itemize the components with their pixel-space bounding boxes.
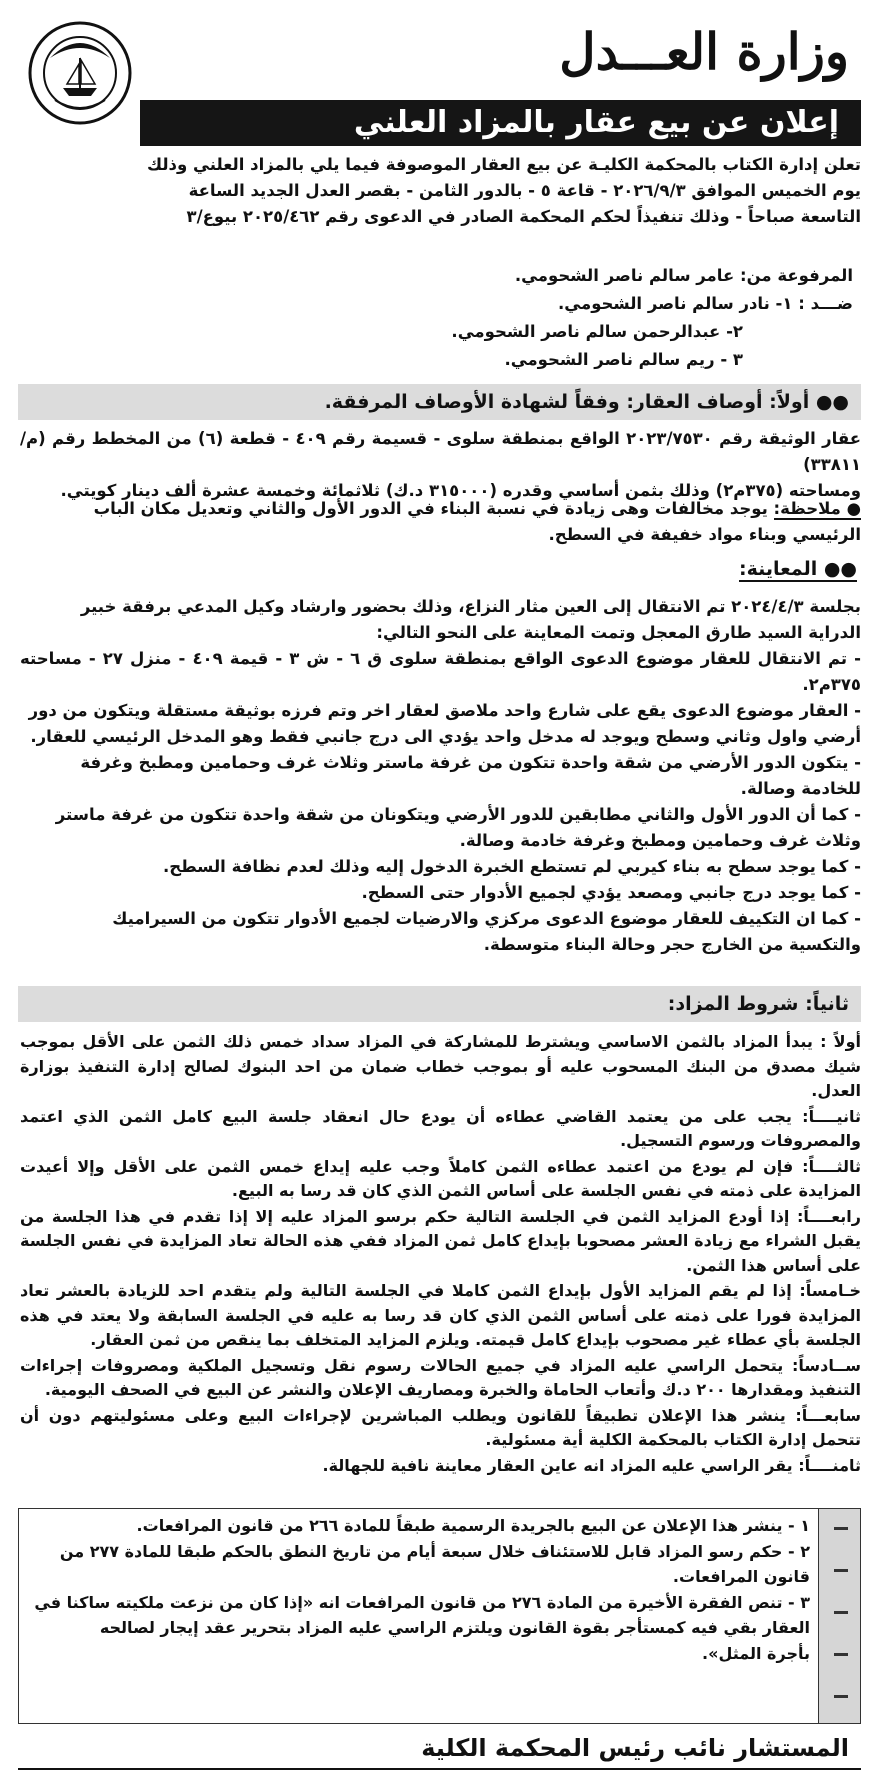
notes-text: [29, 1513, 810, 1666]
term-text: : يجب على من يعتمد القاضي عطاءه أن يودع حال انعقاد جلسة البيع كامل الثمن الذي اعتمد والمصروفات ورسوم التسجيل.: [20, 1106, 861, 1150]
term-item: [20, 1155, 861, 1204]
term-label: ثامنــــاً: [804, 1455, 861, 1475]
term-text: : يتحمل الراسي عليه المزاد في جميع الحالات رسوم نقل وتسجيل الملكية ومصروفات إجراءات التنفيذ ومقدارها ٢٠٠ د.ك وأتعاب الحاماة والخبرة ومصاريف الإعلان والنشر عن البيع في الصحف اليومية.: [20, 1355, 861, 1399]
note-text: يوجد مخالفات وهى زيادة في نسبة البناء في الدور الأول والثاني وتعديل مكان الباب الرئيسي وبناء مواد خفيفة في السطح.: [93, 499, 861, 544]
intro-paragraph: [20, 152, 861, 230]
term-item: [20, 1279, 861, 1353]
inspection-line: - العقار موضوع الدعوى يقع على شارع واحد ملاصق لعقار اخر وتم فرزه بوثيقة مستقلة ويتكون من دور: [28, 701, 861, 720]
term-text: : إذا لم يقم المزايد الأول بإيداع الثمن كاملا في الجلسة التالية ولم يتقدم احد للزيادة بالعشر تعاد المزايدة فورا على ذمته على أساس الثمن الذي كان قد رسا به عليه في الجلسة السابقة ولا يعتد في هذه الجلسة بأي عطاء غير مصحوب بإيداع كامل قيمته. ويلزم المزايد المتخلف بما ينقص من ثمن العقار.: [20, 1281, 861, 1349]
notes-side-mark: [834, 1611, 848, 1614]
term-item: [20, 1454, 861, 1479]
notes-side-mark: [834, 1527, 848, 1530]
intro-line: تعلن إدارة الكتاب بالمحكمة الكليـة عن بيع العقار الموصوفة فيما يلي بالمزاد العلني وذلك: [147, 155, 861, 174]
inspection-line: بجلسة ٢٠٢٤/٤/٣ تم الانتقال إلى العين مثار النزاع، وذلك بحضور وارشاد وكيل المدعي برفقة خبير: [80, 597, 861, 616]
term-text: : ينشر هذا الإعلان تطبيقاً للقانون ويطلب المباشرين لإجراءات البيع وعلى مسئوليتهم دون أن تتحمل إدارة الكتاب بالمحكمة الكلية أية مسئولية.: [20, 1405, 861, 1449]
plaintiff-line: المرفوعة من: عامر سالم ناصر الشحومي.: [514, 266, 853, 285]
description-line: عقار الوثيقة رقم ٢٠٢٣/٧٥٣٠ الواقع بمنطقة سلوى - قسيمة رقم ٤٠٩ - قطعة (٦) من المخطط رقم (م/٣٣٨١١): [20, 429, 861, 474]
inspection-title-text: ●● المعاينة:: [738, 558, 857, 580]
term-text: : يقر الراسي عليه المزاد انه عاين العقار معاينة نافية للجهالة.: [322, 1455, 805, 1475]
inspection-line: - كما أن الدور الأول والثاني مطابقين للدور الأرضي ويتكونان من شقة واحدة تتكون من غرفة ماستر: [55, 805, 861, 824]
signature: المستشار نائب رئيس المحكمة الكلية: [421, 1734, 849, 1762]
notes-side-label: [818, 1509, 860, 1723]
parties-block: [451, 262, 853, 374]
term-label: ســادساً: [798, 1355, 861, 1375]
term-text: : يبدأ المزاد بالثمن الاساسي ويشترط للمشاركة في المزاد سداد خمس ذلك الثمن على الأقل بموجب شيك مصدق من البنك المسحوب عليه أو بموجب خطاب ضمان من احد البنوك لصالح إدارة التنفيذ بوزارة العدل.: [20, 1032, 861, 1100]
notes-box: [18, 1508, 861, 1724]
intro-line: التاسعة صباحاً - وذلك تنفيذاً لحكم المحكمة الصادر في الدعوى رقم ٢٠٢٥/٤٦٢ بيوع/٣: [186, 207, 861, 226]
term-item: [20, 1404, 861, 1453]
term-item: [20, 1205, 861, 1279]
announcement-title: إعلان عن بيع عقار بالمزاد العلني: [140, 100, 861, 146]
inspection-line: الدراية السيد طارق المعجل وتمت المعاينة على النحو التالي:: [376, 623, 861, 642]
notes-line: ٢ - حكم رسو المزاد قابل للاستئناف خلال سبعة أيام من تاريخ النطق بالحكم طبقا للمادة ٢٧٧ من: [59, 1541, 810, 1561]
inspection-line: أرضي واول وثاني وسطح ويوجد له مدخل واحد يؤدي الى درج جانبي فقط وهو المدخل الرئيسي للعقار.: [30, 727, 861, 746]
property-description: [20, 426, 861, 504]
section-auction-terms-title: ثانياً: شروط المزاد:: [18, 986, 861, 1022]
term-text: : إذا أودع المزايد الثمن في الجلسة التالية حكم برسو المزاد عليه إلا إذا تقدم في هذا الجلسة من يقبل الشراء مع زيادة العشر مصحوبا بإيداع كامل ثمن المزاد ففي هذه الحالة تعاد المزايدة في نفس الجلسة على أساس هذا الثمن.: [20, 1206, 861, 1275]
notes-line: بأجرة المثل».: [702, 1643, 810, 1663]
inspection-line: للخادمة وصالة.: [740, 779, 861, 798]
notes-side-mark: [834, 1695, 848, 1698]
auction-terms-list: [20, 1030, 861, 1479]
inspection-line: - يتكون الدور الأرضي من شقة واحدة تتكون من غرفة ماستر وثلاث غرف وحمامين ومطبخ وغرفة: [80, 753, 861, 772]
ministry-name: وزارة العـــدل: [559, 22, 849, 81]
kuwait-emblem-icon: [25, 18, 135, 128]
defendant-line-1: [451, 290, 853, 318]
defendant-name: ١- نادر سالم ناصر الشحومي.: [558, 294, 793, 313]
term-label: رابعــــاً: [803, 1206, 861, 1226]
notes-side-mark: [834, 1653, 848, 1656]
section-property-description-title: ●● أولاً: أوصاف العقار: وفقاً لشهادة الأوصاف المرفقة.: [18, 384, 861, 420]
note-label: ● ملاحظة:: [773, 499, 861, 518]
notes-line: ١ - ينشر هذا الإعلان عن البيع بالجريدة الرسمية طبقاً للمادة ٢٦٦ من قانون المرافعات.: [136, 1516, 810, 1535]
term-text: : فإن لم يودع من اعتمد عطاءه الثمن كاملاً وجب عليه إيداع خمس الثمن على الأقل وإلا أعيدت المزايدة على ذمته في نفس الجلسة على أساس الثمن الذي كان قد رسا به البيع.: [20, 1156, 861, 1200]
inspection-line: - كما ان التكييف للعقار موضوع الدعوى مركزي والارضيات لجميع الأدوار تتكون من السيراميك: [112, 909, 861, 928]
against-label: ضـــد :: [798, 294, 853, 313]
notes-line: ٣ - تنص الفقرة الأخيرة من المادة ٢٧٦ من قانون المرافعات انه «إذا كان من نزعت ملكيته ساكنا في: [34, 1592, 810, 1612]
inspection-line: وثلاث غرف وحمامين ومطبخ وغرفة خادمة وصالة.: [459, 831, 861, 850]
inspection-line: - تم الانتقال للعقار موضوع الدعوى الواقع بمنطقة سلوى ق ٦ - ش ٣ - قيمة ٤٠٩ - منزل ٢٧ - مساحته ٣٧٥م٢.: [20, 649, 861, 694]
description-line: ومساحته (٣٧٥م٢) وذلك بثمن أساسي وقدره (٣١٥٠٠٠ د.ك) ثلاثمائة وخمسة عشرة ألف دينار كويتي.: [60, 481, 861, 500]
term-label: ثالثــــاً: [808, 1156, 861, 1176]
notes-line: قانون المرافعات.: [672, 1567, 810, 1586]
inspection-line: والتكسية من الخارج حجر وحالة البناء متوسطة.: [483, 935, 861, 954]
defendant-line-3: ٣ - ريم سالم ناصر الشحومي.: [504, 350, 743, 369]
signature-underline: [18, 1768, 861, 1770]
term-item: [20, 1354, 861, 1403]
term-label: خـامساً: [805, 1281, 861, 1300]
term-item: [20, 1105, 861, 1154]
term-label: أولاً: [833, 1032, 861, 1051]
inspection-title: [739, 558, 857, 580]
term-item: [20, 1030, 861, 1104]
inspection-line: - كما يوجد درج جانبي ومصعد يؤدي لجميع الأدوار حتى السطح.: [361, 883, 861, 902]
inspection-paragraph: [20, 594, 861, 958]
defendant-line-2: ٢- عبدالرحمن سالم ناصر الشحومي.: [451, 322, 743, 341]
violation-note: [20, 496, 861, 548]
term-label: ثانيــــاً: [808, 1106, 861, 1126]
intro-line: يوم الخميس الموافق ٢٠٢٦/٩/٣ - قاعة ٥ - بالدور الثامن - بقصر العدل الجديد الساعة: [188, 181, 861, 200]
term-label: سابعـــاً: [801, 1405, 861, 1425]
inspection-line: - كما يوجد سطح به بناء كيربي لم تستطع الخبرة الدخول إليه وذلك لعدم نظافة السطح.: [162, 857, 861, 876]
notes-side-mark: [834, 1569, 848, 1572]
notes-line: العقار بقي فيه كمستأجر بقوة القانون ويلتزم الراسي عليه المزاد بتحرير عقد إيجار لصالحه: [99, 1618, 810, 1637]
